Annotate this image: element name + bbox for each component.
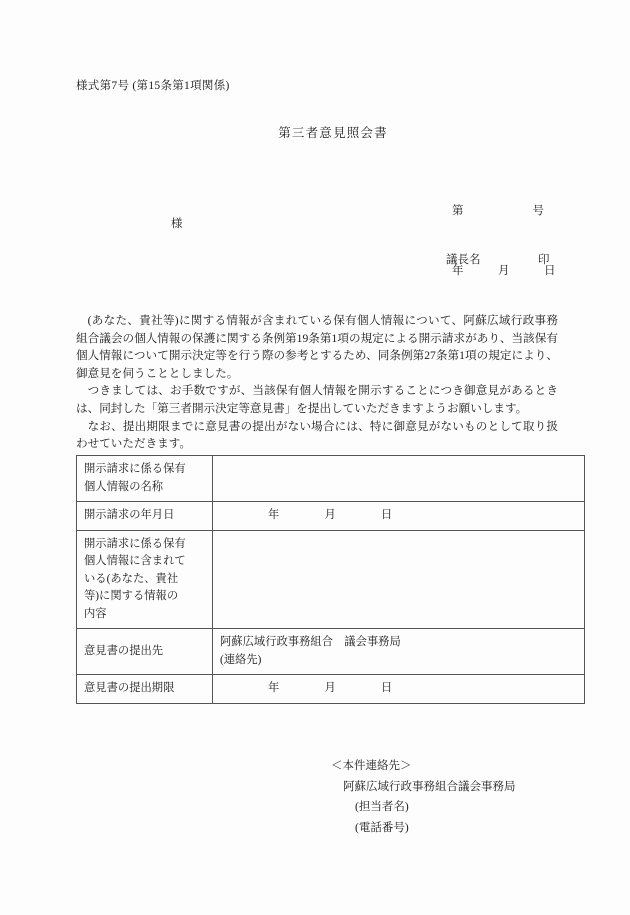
table-row-label [77, 675, 213, 704]
request-details-table [76, 455, 585, 704]
value-line [220, 571, 577, 589]
table-row-label [77, 502, 213, 531]
table-row-label [77, 456, 213, 502]
label-line: 開示請求に係る保有 [84, 537, 186, 550]
footer-contact-person: (担当者名) [355, 801, 409, 813]
table-row-value[interactable] [213, 530, 585, 629]
value-line: 年 月 日 [268, 509, 393, 521]
table-row [77, 502, 585, 531]
footer-contact-office: 阿蘇広域行政事務組合議会事務局 [343, 780, 516, 793]
value-line [220, 470, 577, 488]
label-line: 個人情報に含まれて [84, 555, 186, 567]
label-line: 個人情報の名称 [84, 480, 164, 493]
label-line: 意見書の提出期限 [84, 682, 175, 694]
footer-contact-heading: ＜本件連絡先＞ [331, 760, 412, 772]
label-lines [84, 461, 205, 496]
value-line: 年 月 日 [268, 682, 393, 694]
table-row [77, 675, 585, 704]
body-paragraph-3: なお、提出期限までに意見書の提出がない場合には、特に御意見がないものとして取り扱わせていただきます。 [76, 419, 558, 451]
document-title: 第三者意見照会書 [278, 126, 388, 140]
value-lines [220, 634, 577, 669]
label-line: 内容 [84, 607, 107, 620]
label-lines [84, 643, 205, 661]
body-paragraph-2: つきましては、お手数ですが、当該保有個人情報を開示することにつき御意見があるときは、同封した「第三者開示決定等意見書」を提出していただきますようお願いします。 [76, 384, 558, 415]
label-lines [84, 680, 205, 698]
value-lines [220, 571, 577, 589]
table-row-label [77, 629, 213, 675]
value-lines [220, 470, 577, 488]
label-line: 開示請求に係る保有 [84, 463, 186, 475]
label-lines [84, 536, 205, 624]
document-number-field: 第 号 [452, 205, 544, 217]
value-line: 阿蘇広域行政事務組合 議会事務局 [220, 636, 401, 648]
signature-chairman-name: 議長名 印 [446, 254, 550, 266]
table-row [77, 456, 585, 502]
table-row-value[interactable] [213, 502, 585, 531]
value-lines [220, 680, 577, 698]
form-number: 様式第7号 (第15条第1項関係) [76, 80, 230, 92]
document-date-field: 年 月 日 [452, 265, 556, 277]
table-body [77, 456, 585, 704]
body-text [76, 312, 558, 453]
header-reference-fields [452, 161, 556, 321]
label-lines [84, 507, 205, 525]
table-row [77, 530, 585, 629]
addressee-honorific: 様 [171, 218, 183, 230]
label-line: 等)に関する情報の [84, 590, 179, 602]
body-paragraph-1: (あなた、貴社等)に関する情報が含まれている保有個人情報について、阿蘇広域行政事務組合議会の個人情報の保護に関する条例第19条第1項の規定による開示請求があり、当該保有個人情報について開示決定等を行う際の参考とするため、同条例第27条第1項の規定により、御意見を伺うこととしました。 [76, 314, 558, 380]
value-lines [220, 507, 577, 525]
table-row [77, 629, 585, 675]
footer-contact-phone: (電話番号) [355, 821, 409, 834]
footer-contact-block [331, 756, 516, 838]
table-row-label [77, 530, 213, 629]
table-row-value[interactable] [213, 629, 585, 675]
label-line: 意見書の提出先 [84, 644, 164, 657]
label-line: いる(あなた、貴社 [84, 572, 179, 585]
table-row-value[interactable] [213, 675, 585, 704]
table-row-value[interactable] [213, 456, 585, 502]
label-line: 開示請求の年月日 [84, 509, 175, 521]
value-line: (連絡先) [220, 653, 262, 666]
